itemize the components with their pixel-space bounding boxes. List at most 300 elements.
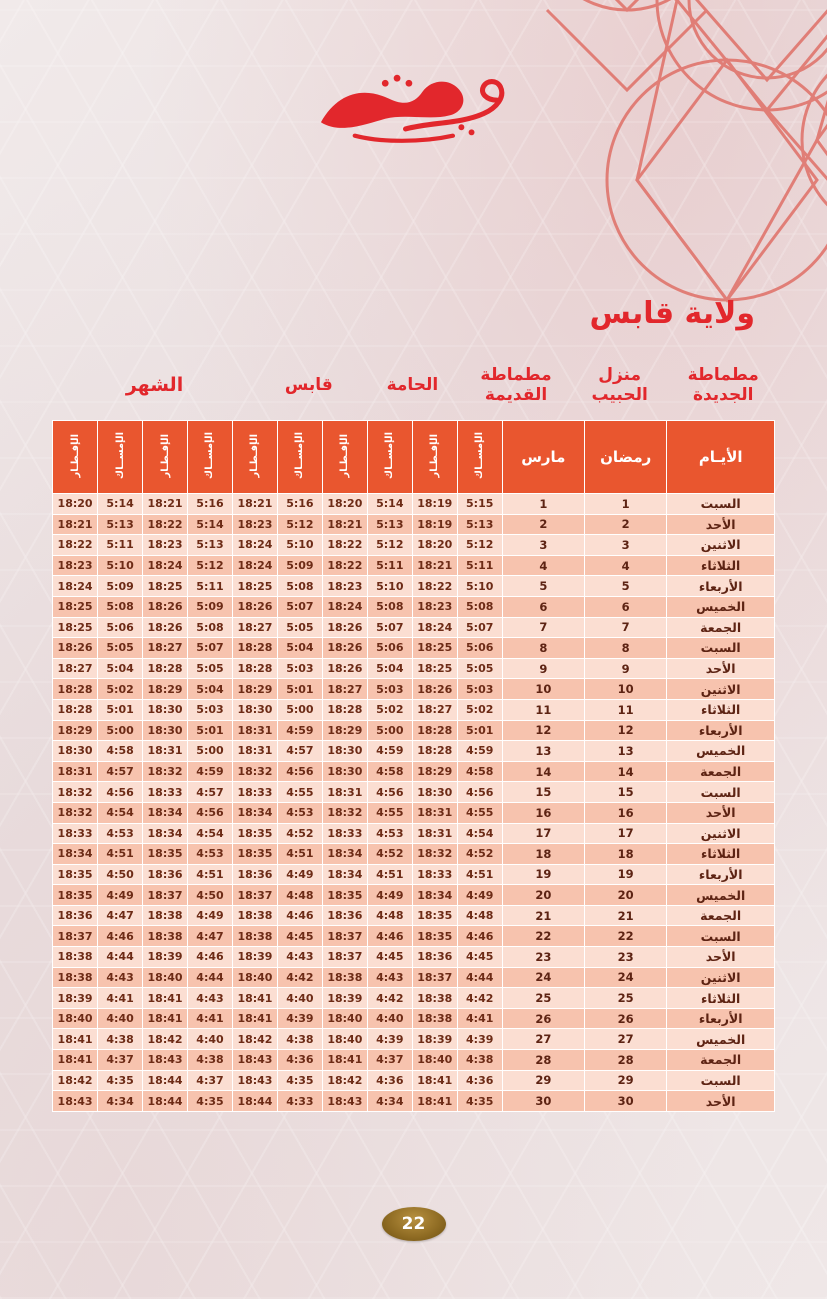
ramadan-mubarak-logo xyxy=(284,62,544,157)
table-row xyxy=(53,596,775,617)
cell-day: الثلاثاء xyxy=(667,988,775,1009)
cell-iftar-city1: 18:39 xyxy=(412,1029,457,1050)
cell-iftar-city2: 18:20 xyxy=(322,494,367,515)
cell-iftar-city3: 18:27 xyxy=(232,617,277,638)
table-row xyxy=(53,535,775,556)
cell-iftar-city3: 18:42 xyxy=(232,1029,277,1050)
cell-iftar-city4: 18:42 xyxy=(143,1029,188,1050)
cell-iftar-city2: 18:21 xyxy=(322,514,367,535)
cell-iftar-city4: 18:28 xyxy=(143,658,188,679)
cell-iftar-city3: 18:35 xyxy=(232,844,277,865)
table-row xyxy=(53,823,775,844)
cell-imsak-city3: 5:05 xyxy=(277,617,322,638)
cell-day: الجمعة xyxy=(667,617,775,638)
cell-iftar-city4: 18:32 xyxy=(143,761,188,782)
cell-imsak-city4: 4:57 xyxy=(188,782,233,803)
table-row xyxy=(53,679,775,700)
cell-march: 3 xyxy=(502,535,584,556)
cell-imsak-city1: 5:01 xyxy=(457,720,502,741)
cell-iftar-city2: 18:33 xyxy=(322,823,367,844)
cell-iftar-city4: 18:24 xyxy=(143,555,188,576)
cell-iftar-city2: 18:26 xyxy=(322,658,367,679)
cell-imsak-city1: 5:02 xyxy=(457,699,502,720)
cell-imsak-city3: 4:59 xyxy=(277,720,322,741)
cell-day: الخميس xyxy=(667,596,775,617)
cell-iftar-city1: 18:19 xyxy=(412,494,457,515)
cell-imsak-city3: 4:46 xyxy=(277,905,322,926)
cell-march: 6 xyxy=(502,596,584,617)
cell-iftar-city2: 18:30 xyxy=(322,761,367,782)
cell-ramadan: 13 xyxy=(585,741,667,762)
cell-iftar-city4: 18:40 xyxy=(143,967,188,988)
cell-iftar-city4: 18:43 xyxy=(143,1050,188,1071)
city-title-5: مطماطة الجديدة xyxy=(687,365,759,405)
cell-iftar-city1: 18:28 xyxy=(412,741,457,762)
cell-imsak-city5: 5:00 xyxy=(98,720,143,741)
cell-imsak-city2: 5:07 xyxy=(367,617,412,638)
cell-imsak-city4: 4:54 xyxy=(188,823,233,844)
cell-imsak-city5: 4:40 xyxy=(98,1008,143,1029)
cell-imsak-city5: 4:49 xyxy=(98,885,143,906)
cell-iftar-city3: 18:31 xyxy=(232,741,277,762)
cell-imsak-city2: 4:40 xyxy=(367,1008,412,1029)
cell-iftar-city1: 18:21 xyxy=(412,555,457,576)
cell-day: الأحد xyxy=(667,947,775,968)
cell-imsak-city3: 5:00 xyxy=(277,699,322,720)
cell-imsak-city4: 5:00 xyxy=(188,741,233,762)
cell-iftar-city5: 18:35 xyxy=(53,885,98,906)
cell-imsak-city1: 4:48 xyxy=(457,905,502,926)
cell-imsak-city1: 4:44 xyxy=(457,967,502,988)
cell-imsak-city2: 5:10 xyxy=(367,576,412,597)
header-days: الأيـام xyxy=(667,421,775,494)
cell-imsak-city2: 4:59 xyxy=(367,741,412,762)
cell-iftar-city5: 18:25 xyxy=(53,617,98,638)
cell-imsak-city3: 4:39 xyxy=(277,1008,322,1029)
cell-iftar-city4: 18:36 xyxy=(143,864,188,885)
cell-imsak-city3: 5:10 xyxy=(277,535,322,556)
cell-ramadan: 17 xyxy=(585,823,667,844)
cell-ramadan: 14 xyxy=(585,761,667,782)
cell-day: الثلاثاء xyxy=(667,699,775,720)
cell-iftar-city3: 18:41 xyxy=(232,1008,277,1029)
cell-iftar-city5: 18:36 xyxy=(53,905,98,926)
cell-imsak-city5: 4:58 xyxy=(98,741,143,762)
calligraphy-icon xyxy=(304,62,524,157)
cell-march: 17 xyxy=(502,823,584,844)
cell-imsak-city2: 4:45 xyxy=(367,947,412,968)
cell-iftar-city5: 18:41 xyxy=(53,1029,98,1050)
cell-imsak-city3: 4:45 xyxy=(277,926,322,947)
cell-iftar-city5: 18:30 xyxy=(53,741,98,762)
cell-imsak-city3: 4:35 xyxy=(277,1070,322,1091)
cell-ramadan: 19 xyxy=(585,864,667,885)
column-titles-row xyxy=(52,358,775,414)
cell-imsak-city4: 5:14 xyxy=(188,514,233,535)
table-row xyxy=(53,761,775,782)
cell-day: الجمعة xyxy=(667,1050,775,1071)
cell-march: 4 xyxy=(502,555,584,576)
cell-iftar-city2: 18:29 xyxy=(322,720,367,741)
cell-imsak-city1: 4:46 xyxy=(457,926,502,947)
cell-iftar-city2: 18:41 xyxy=(322,1050,367,1071)
cell-imsak-city5: 5:05 xyxy=(98,638,143,659)
cell-imsak-city4: 5:16 xyxy=(188,494,233,515)
cell-iftar-city5: 18:37 xyxy=(53,926,98,947)
cell-iftar-city5: 18:28 xyxy=(53,679,98,700)
cell-imsak-city4: 5:09 xyxy=(188,596,233,617)
cell-imsak-city2: 5:04 xyxy=(367,658,412,679)
cell-imsak-city3: 5:08 xyxy=(277,576,322,597)
cell-iftar-city2: 18:37 xyxy=(322,947,367,968)
cell-imsak-city5: 4:34 xyxy=(98,1091,143,1112)
cell-imsak-city5: 4:56 xyxy=(98,782,143,803)
cell-march: 12 xyxy=(502,720,584,741)
cell-imsak-city5: 4:46 xyxy=(98,926,143,947)
cell-imsak-city5: 4:50 xyxy=(98,864,143,885)
cell-day: الاثنين xyxy=(667,823,775,844)
cell-imsak-city4: 5:03 xyxy=(188,699,233,720)
cell-ramadan: 7 xyxy=(585,617,667,638)
header-iftar-city5: الإفـطـار xyxy=(53,421,98,494)
cell-imsak-city5: 5:13 xyxy=(98,514,143,535)
cell-march: 16 xyxy=(502,802,584,823)
cell-march: 21 xyxy=(502,905,584,926)
table-row xyxy=(53,720,775,741)
cell-iftar-city3: 18:36 xyxy=(232,864,277,885)
city-title-1: قابس xyxy=(284,375,333,396)
cell-imsak-city3: 4:51 xyxy=(277,844,322,865)
cell-march: 7 xyxy=(502,617,584,638)
cell-iftar-city4: 18:23 xyxy=(143,535,188,556)
cell-iftar-city4: 18:41 xyxy=(143,988,188,1009)
cell-imsak-city1: 4:41 xyxy=(457,1008,502,1029)
cell-imsak-city3: 4:49 xyxy=(277,864,322,885)
cell-iftar-city2: 18:24 xyxy=(322,596,367,617)
cell-day: الأربعاء xyxy=(667,720,775,741)
cell-ramadan: 5 xyxy=(585,576,667,597)
cell-iftar-city2: 18:26 xyxy=(322,638,367,659)
cell-iftar-city1: 18:27 xyxy=(412,699,457,720)
cell-imsak-city3: 5:04 xyxy=(277,638,322,659)
table-row xyxy=(53,494,775,515)
cell-imsak-city4: 5:01 xyxy=(188,720,233,741)
cell-imsak-city1: 4:54 xyxy=(457,823,502,844)
cell-iftar-city5: 18:38 xyxy=(53,967,98,988)
cell-ramadan: 20 xyxy=(585,885,667,906)
table-head xyxy=(53,421,775,494)
cell-imsak-city2: 5:00 xyxy=(367,720,412,741)
cell-march: 27 xyxy=(502,1029,584,1050)
cell-imsak-city2: 4:52 xyxy=(367,844,412,865)
cell-ramadan: 3 xyxy=(585,535,667,556)
cell-imsak-city4: 4:56 xyxy=(188,802,233,823)
cell-imsak-city3: 4:53 xyxy=(277,802,322,823)
cell-imsak-city4: 5:05 xyxy=(188,658,233,679)
cell-imsak-city3: 5:12 xyxy=(277,514,322,535)
cell-imsak-city3: 5:01 xyxy=(277,679,322,700)
cell-iftar-city3: 18:24 xyxy=(232,555,277,576)
cell-iftar-city2: 18:23 xyxy=(322,576,367,597)
cell-imsak-city5: 5:04 xyxy=(98,658,143,679)
cell-ramadan: 26 xyxy=(585,1008,667,1029)
cell-imsak-city5: 5:01 xyxy=(98,699,143,720)
cell-iftar-city1: 18:37 xyxy=(412,967,457,988)
cell-imsak-city1: 5:08 xyxy=(457,596,502,617)
table-row xyxy=(53,514,775,535)
cell-imsak-city1: 5:06 xyxy=(457,638,502,659)
cell-iftar-city2: 18:38 xyxy=(322,967,367,988)
cell-ramadan: 1 xyxy=(585,494,667,515)
cell-imsak-city3: 4:42 xyxy=(277,967,322,988)
cell-iftar-city3: 18:40 xyxy=(232,967,277,988)
cell-day: الاثنين xyxy=(667,535,775,556)
cell-imsak-city2: 4:37 xyxy=(367,1050,412,1071)
cell-iftar-city3: 18:43 xyxy=(232,1050,277,1071)
cell-imsak-city4: 4:53 xyxy=(188,844,233,865)
cell-imsak-city4: 5:07 xyxy=(188,638,233,659)
cell-imsak-city4: 4:49 xyxy=(188,905,233,926)
cell-imsak-city5: 5:02 xyxy=(98,679,143,700)
cell-imsak-city1: 4:56 xyxy=(457,782,502,803)
cell-day: الأربعاء xyxy=(667,1008,775,1029)
cell-iftar-city3: 18:28 xyxy=(232,658,277,679)
cell-ramadan: 6 xyxy=(585,596,667,617)
cell-iftar-city3: 18:30 xyxy=(232,699,277,720)
cell-imsak-city1: 4:49 xyxy=(457,885,502,906)
cell-iftar-city2: 18:40 xyxy=(322,1029,367,1050)
cell-imsak-city5: 5:10 xyxy=(98,555,143,576)
cell-imsak-city3: 5:07 xyxy=(277,596,322,617)
cell-imsak-city2: 4:51 xyxy=(367,864,412,885)
table-row xyxy=(53,1070,775,1091)
cell-imsak-city2: 5:08 xyxy=(367,596,412,617)
cell-iftar-city2: 18:37 xyxy=(322,926,367,947)
cell-imsak-city2: 5:13 xyxy=(367,514,412,535)
cell-march: 9 xyxy=(502,658,584,679)
cell-imsak-city2: 4:43 xyxy=(367,967,412,988)
cell-day: الأحد xyxy=(667,802,775,823)
cell-iftar-city5: 18:38 xyxy=(53,947,98,968)
cell-ramadan: 27 xyxy=(585,1029,667,1050)
cell-ramadan: 28 xyxy=(585,1050,667,1071)
cell-iftar-city1: 18:36 xyxy=(412,947,457,968)
cell-imsak-city3: 4:33 xyxy=(277,1091,322,1112)
cell-iftar-city5: 18:23 xyxy=(53,555,98,576)
cell-imsak-city4: 5:04 xyxy=(188,679,233,700)
cell-ramadan: 2 xyxy=(585,514,667,535)
cell-iftar-city4: 18:37 xyxy=(143,885,188,906)
cell-iftar-city2: 18:40 xyxy=(322,1008,367,1029)
cell-ramadan: 9 xyxy=(585,658,667,679)
cell-march: 23 xyxy=(502,947,584,968)
cell-imsak-city3: 4:43 xyxy=(277,947,322,968)
cell-iftar-city5: 18:22 xyxy=(53,535,98,556)
cell-imsak-city2: 4:53 xyxy=(367,823,412,844)
table-row xyxy=(53,1050,775,1071)
cell-imsak-city2: 5:11 xyxy=(367,555,412,576)
table-row xyxy=(53,617,775,638)
table-row xyxy=(53,802,775,823)
cell-iftar-city1: 18:30 xyxy=(412,782,457,803)
cell-day: الأربعاء xyxy=(667,576,775,597)
table-row xyxy=(53,1008,775,1029)
cell-march: 1 xyxy=(502,494,584,515)
cell-imsak-city2: 4:42 xyxy=(367,988,412,1009)
cell-iftar-city1: 18:35 xyxy=(412,926,457,947)
cell-ramadan: 30 xyxy=(585,1091,667,1112)
cell-iftar-city4: 18:33 xyxy=(143,782,188,803)
cell-iftar-city1: 18:31 xyxy=(412,802,457,823)
cell-imsak-city4: 4:35 xyxy=(188,1091,233,1112)
cell-imsak-city3: 5:09 xyxy=(277,555,322,576)
cell-iftar-city3: 18:25 xyxy=(232,576,277,597)
cell-iftar-city3: 18:35 xyxy=(232,823,277,844)
header-imsak-city4: الإمســاك xyxy=(188,421,233,494)
cell-iftar-city5: 18:20 xyxy=(53,494,98,515)
cell-imsak-city4: 5:12 xyxy=(188,555,233,576)
table-row xyxy=(53,885,775,906)
cell-imsak-city1: 4:39 xyxy=(457,1029,502,1050)
cell-iftar-city4: 18:34 xyxy=(143,802,188,823)
cell-iftar-city3: 18:38 xyxy=(232,905,277,926)
cell-imsak-city3: 4:40 xyxy=(277,988,322,1009)
cell-imsak-city1: 5:07 xyxy=(457,617,502,638)
table-row xyxy=(53,905,775,926)
table-row xyxy=(53,926,775,947)
cell-iftar-city4: 18:22 xyxy=(143,514,188,535)
header-imsak-city2: الإمســاك xyxy=(367,421,412,494)
header-imsak-city3: الإمســاك xyxy=(277,421,322,494)
cell-iftar-city4: 18:38 xyxy=(143,905,188,926)
cell-imsak-city5: 4:41 xyxy=(98,988,143,1009)
cell-iftar-city5: 18:35 xyxy=(53,864,98,885)
cell-imsak-city1: 5:15 xyxy=(457,494,502,515)
cell-iftar-city1: 18:33 xyxy=(412,864,457,885)
cell-march: 19 xyxy=(502,864,584,885)
cell-imsak-city2: 4:49 xyxy=(367,885,412,906)
cell-iftar-city4: 18:41 xyxy=(143,1008,188,1029)
cell-iftar-city2: 18:30 xyxy=(322,741,367,762)
cell-imsak-city3: 4:36 xyxy=(277,1050,322,1071)
cell-imsak-city1: 5:10 xyxy=(457,576,502,597)
cell-imsak-city2: 4:56 xyxy=(367,782,412,803)
cell-imsak-city1: 5:12 xyxy=(457,535,502,556)
cell-iftar-city4: 18:26 xyxy=(143,596,188,617)
cell-iftar-city1: 18:35 xyxy=(412,905,457,926)
cell-imsak-city5: 4:37 xyxy=(98,1050,143,1071)
cell-iftar-city3: 18:24 xyxy=(232,535,277,556)
cell-day: الخميس xyxy=(667,741,775,762)
cell-day: الجمعة xyxy=(667,905,775,926)
cell-iftar-city3: 18:39 xyxy=(232,947,277,968)
table-row xyxy=(53,699,775,720)
cell-iftar-city5: 18:43 xyxy=(53,1091,98,1112)
cell-iftar-city1: 18:34 xyxy=(412,885,457,906)
cell-iftar-city3: 18:34 xyxy=(232,802,277,823)
cell-iftar-city3: 18:31 xyxy=(232,720,277,741)
cell-iftar-city4: 18:21 xyxy=(143,494,188,515)
cell-iftar-city2: 18:42 xyxy=(322,1070,367,1091)
cell-iftar-city2: 18:35 xyxy=(322,885,367,906)
cell-imsak-city1: 4:51 xyxy=(457,864,502,885)
cell-imsak-city5: 5:14 xyxy=(98,494,143,515)
cell-imsak-city4: 4:51 xyxy=(188,864,233,885)
cell-march: 25 xyxy=(502,988,584,1009)
table-row xyxy=(53,947,775,968)
cell-imsak-city2: 4:58 xyxy=(367,761,412,782)
cell-imsak-city4: 5:13 xyxy=(188,535,233,556)
cell-march: 18 xyxy=(502,844,584,865)
cell-iftar-city2: 18:39 xyxy=(322,988,367,1009)
cell-imsak-city5: 4:51 xyxy=(98,844,143,865)
cell-march: 22 xyxy=(502,926,584,947)
cell-iftar-city3: 18:37 xyxy=(232,885,277,906)
cell-imsak-city1: 5:03 xyxy=(457,679,502,700)
cell-imsak-city2: 5:03 xyxy=(367,679,412,700)
cell-imsak-city1: 5:05 xyxy=(457,658,502,679)
cell-day: الخميس xyxy=(667,885,775,906)
cell-imsak-city5: 4:54 xyxy=(98,802,143,823)
table-row xyxy=(53,638,775,659)
cell-imsak-city1: 4:45 xyxy=(457,947,502,968)
city-title-2: الحامة xyxy=(386,375,439,396)
header-march: مارس xyxy=(502,421,584,494)
cell-day: الخميس xyxy=(667,1029,775,1050)
cell-iftar-city1: 18:24 xyxy=(412,617,457,638)
cell-iftar-city2: 18:27 xyxy=(322,679,367,700)
cell-imsak-city2: 4:55 xyxy=(367,802,412,823)
cell-iftar-city1: 18:25 xyxy=(412,638,457,659)
cell-ramadan: 8 xyxy=(585,638,667,659)
cell-imsak-city3: 4:48 xyxy=(277,885,322,906)
cell-iftar-city5: 18:41 xyxy=(53,1050,98,1071)
cell-imsak-city5: 4:38 xyxy=(98,1029,143,1050)
cell-imsak-city4: 4:37 xyxy=(188,1070,233,1091)
table-row xyxy=(53,988,775,1009)
cell-iftar-city4: 18:25 xyxy=(143,576,188,597)
cell-iftar-city2: 18:22 xyxy=(322,535,367,556)
cell-iftar-city2: 18:22 xyxy=(322,555,367,576)
cell-day: الأحد xyxy=(667,1091,775,1112)
cell-iftar-city1: 18:20 xyxy=(412,535,457,556)
table-header-row xyxy=(53,421,775,494)
cell-imsak-city3: 5:03 xyxy=(277,658,322,679)
cell-march: 26 xyxy=(502,1008,584,1029)
cell-iftar-city5: 18:25 xyxy=(53,596,98,617)
cell-iftar-city2: 18:43 xyxy=(322,1091,367,1112)
cell-iftar-city3: 18:26 xyxy=(232,596,277,617)
cell-march: 5 xyxy=(502,576,584,597)
cell-iftar-city5: 18:32 xyxy=(53,782,98,803)
cell-iftar-city5: 18:34 xyxy=(53,844,98,865)
cell-march: 29 xyxy=(502,1070,584,1091)
cell-iftar-city2: 18:34 xyxy=(322,864,367,885)
cell-imsak-city4: 4:46 xyxy=(188,947,233,968)
header-iftar-city2: الإفـطـار xyxy=(322,421,367,494)
cell-imsak-city4: 4:40 xyxy=(188,1029,233,1050)
table-row xyxy=(53,1091,775,1112)
cell-march: 30 xyxy=(502,1091,584,1112)
header-iftar-city3: الإفـطـار xyxy=(232,421,277,494)
cell-imsak-city5: 5:09 xyxy=(98,576,143,597)
cell-iftar-city1: 18:19 xyxy=(412,514,457,535)
page-title: ولاية قابس xyxy=(589,296,755,331)
page-number-badge xyxy=(0,1207,827,1241)
cell-iftar-city2: 18:36 xyxy=(322,905,367,926)
cell-march: 20 xyxy=(502,885,584,906)
cell-imsak-city4: 4:59 xyxy=(188,761,233,782)
